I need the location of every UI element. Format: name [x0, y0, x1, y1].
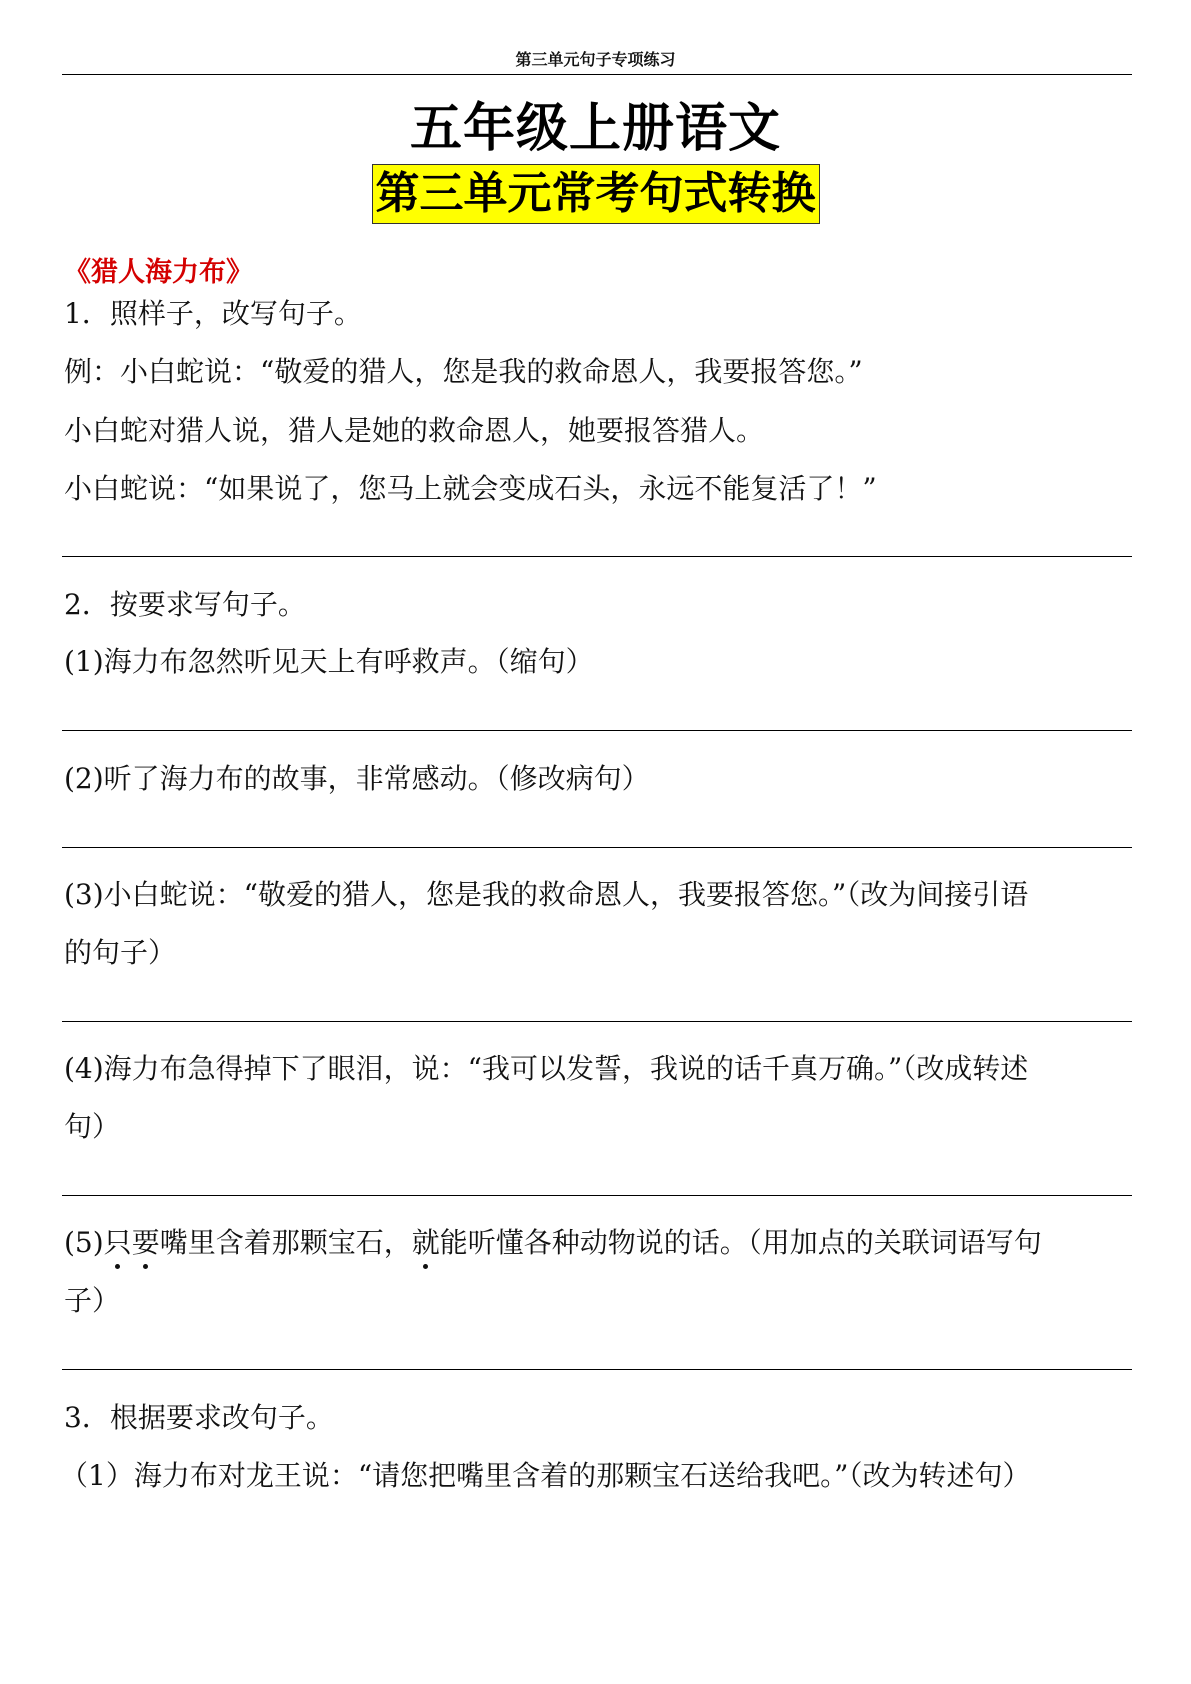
q2-item-3-line-2: 的句子）	[64, 936, 177, 969]
subtitle-container	[0, 164, 1191, 224]
q1-example: 例：小白蛇说：“敬爱的猎人，您是我的救命恩人，我要报答您。”	[64, 355, 863, 388]
q2-item-5-line-1	[64, 1221, 1042, 1261]
q1-example-answer: 小白蛇对猎人说，猎人是她的救命恩人，她要报答猎人。	[64, 414, 765, 447]
q2-heading: 2．按要求写句子。	[64, 588, 306, 621]
emphasis-dotted-char: 要	[132, 1221, 160, 1261]
answer-line-q2-2	[62, 847, 1132, 848]
q2-item-4-line-1: (4)海力布急得掉下了眼泪，说：“我可以发誓，我说的话千真万确。”（改成转述	[64, 1052, 1029, 1085]
q2-item-3-line-1: (3)小白蛇说：“敬爱的猎人，您是我的救命恩人，我要报答您。”（改为间接引语	[64, 878, 1029, 911]
header-divider	[62, 74, 1132, 75]
q2-item-1: (1)海力布忽然听见天上有呼救声。（缩句）	[64, 645, 594, 678]
answer-line-q2-3	[62, 1021, 1132, 1022]
q3-heading: 3．根据要求改句子。	[64, 1401, 334, 1434]
lesson-title: 《猎人海力布》	[64, 257, 253, 288]
q2-item-4-line-2: 句）	[64, 1110, 121, 1143]
q2-item-5-middle: 嘴里含着那颗宝石，	[159, 1226, 412, 1259]
q2-item-5-prefix: (5)	[64, 1226, 104, 1259]
emphasis-dotted-char: 只	[104, 1221, 132, 1261]
q1-task: 小白蛇说：“如果说了，您马上就会变成石头，永远不能复活了！”	[64, 472, 877, 505]
q3-item-1: （1）海力布对龙王说：“请您把嘴里含着的那颗宝石送给我吧。”（改为转述句）	[60, 1459, 1031, 1492]
page-header: 第三单元句子专项练习	[515, 50, 676, 69]
q2-item-5-rest: 能听懂各种动物说的话。（用加点的关联词语写句	[439, 1226, 1042, 1259]
emphasis-dotted-char: 就	[412, 1221, 440, 1261]
answer-line-q2-1	[62, 730, 1132, 731]
answer-line-q2-4	[62, 1195, 1132, 1196]
document-subtitle: 第三单元常考句式转换	[372, 164, 820, 224]
q1-heading: 1．照样子，改写句子。	[64, 297, 362, 330]
answer-line-q1	[62, 556, 1132, 557]
answer-line-q2-5	[62, 1369, 1132, 1370]
q2-item-5-line-2: 子）	[64, 1284, 121, 1317]
q2-item-2: (2)听了海力布的故事，非常感动。（修改病句）	[64, 762, 650, 795]
document-title: 五年级上册语文	[409, 99, 781, 159]
